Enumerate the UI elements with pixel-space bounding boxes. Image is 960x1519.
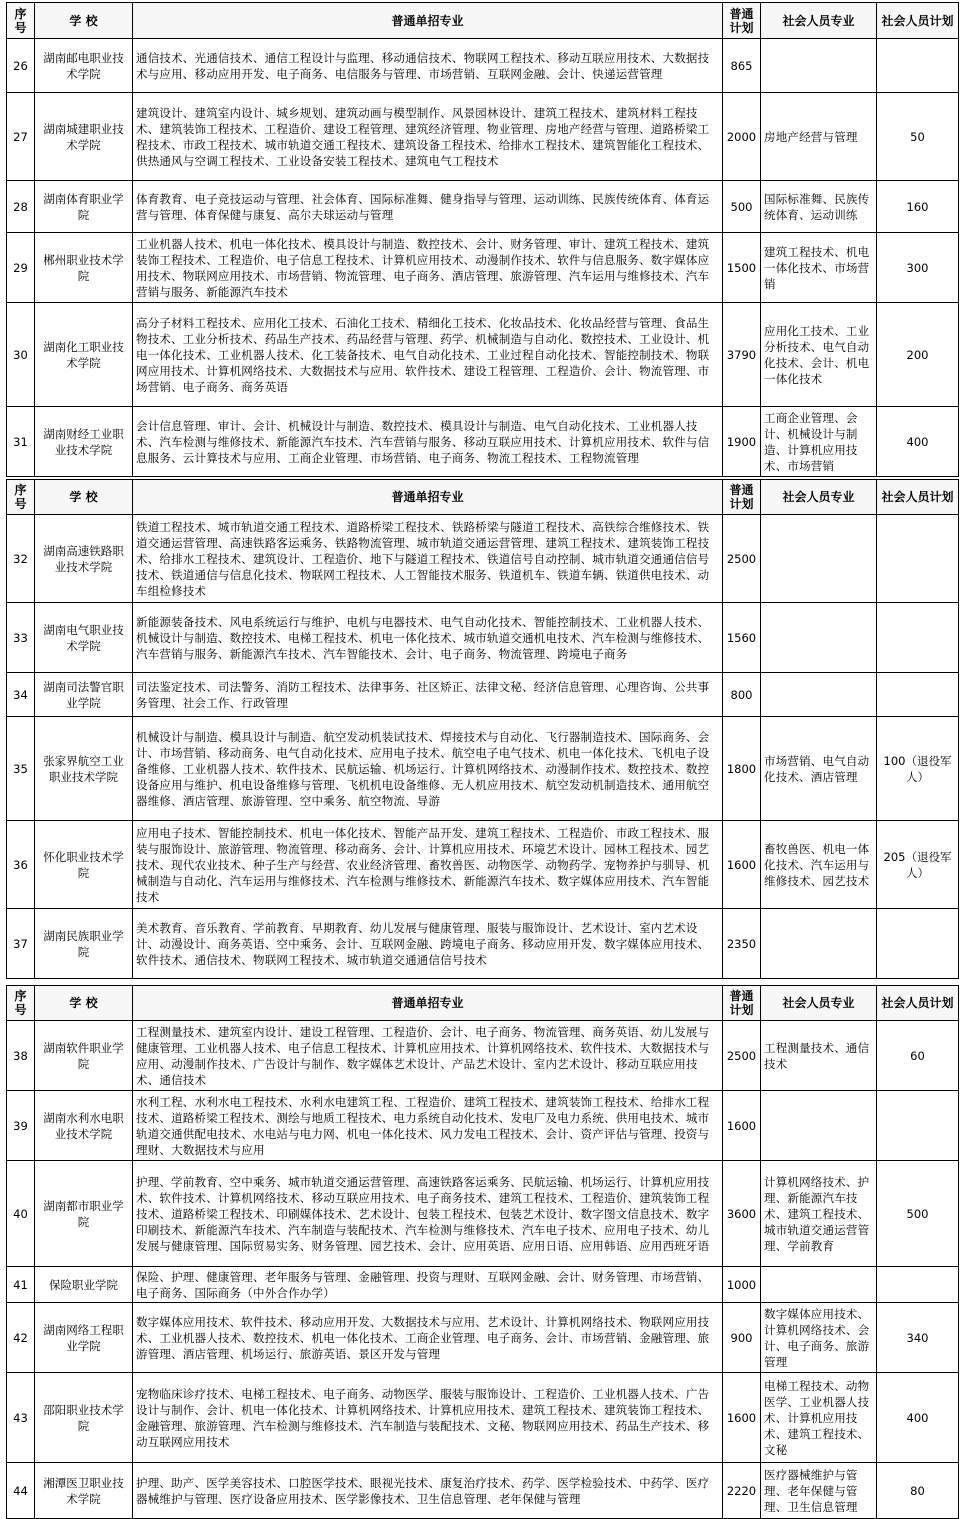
header-social-plan: 社会人员计划 bbox=[877, 480, 959, 515]
row-social-plan: 500 bbox=[877, 1161, 959, 1267]
row-majors: 美术教育、音乐教育、学前教育、早期教育、幼儿发展与健康管理、服装与服饰设计、艺术设计、室内艺术设计、动漫设计、商务英语、空中乘务、会计、互联网金融、跨境电子商务、移动应用开发、数字媒体应用技术、软件技术、通信技术、物联网工程技术、城市轨道交通通信信号技术 bbox=[133, 909, 723, 979]
header-no: 序号 bbox=[7, 480, 35, 515]
row-majors: 数字媒体应用技术、软件技术、移动应用开发、大数据技术与应用、艺术设计、计算机网络技术、物联网应用技术、工业机器人技术、数控技术、机电一体化技术、工商企业管理、电子商务、会计、市场营销、金融管理、旅游管理、酒店管理、机场运行、旅游英语、景区开发与管理 bbox=[133, 1303, 723, 1373]
row-majors: 保险、护理、健康管理、老年服务与管理、金融管理、投资与理财、互联网金融、会计、财务管理、市场营销、电子商务、国际商务（中外合作办学） bbox=[133, 1267, 723, 1303]
header-no: 序号 bbox=[7, 3, 35, 39]
row-majors: 高分子材料工程技术、应用化工技术、石油化工技术、精细化工技术、化妆品技术、化妆品经营与管理、食品生物技术、工业分析技术、药品生产技术、药品经营与管理、药学、机械制造与自动化、数控技术、工业设计、机电一体化技术、工业机器人技术、化工装备技术、电气自动化技术、工业过程自动化技术、智能控制技术、物联网应用技术、计算机网络技术、大数据技术与应用、软件技术、建设工程管理、工程造价、会计、物流管理、市场营销、电子商务、商务英语 bbox=[133, 303, 723, 407]
row-plan: 500 bbox=[723, 181, 761, 233]
header-social-majors: 社会人员专业 bbox=[761, 986, 877, 1021]
row-majors: 护理、学前教育、空中乘务、城市轨道交通运营管理、高速铁路客运乘务、民航运输、机场运行、计算机应用技术、软件技术、计算机网络技术、移动互联应用技术、电子商务技术、建筑工程技术、工程造价、建筑装饰工程技术、道路桥梁工程技术、印刷媒体技术、艺术设计、包装工程技术、包装艺术设计、数字图文信息技术、数字印刷技术、新能源汽车技术、汽车制造与装配技术、汽车检测与维修技术、汽车电子技术、应用电子技术、幼儿发展与健康管理、国际贸易实务、财务管理、园艺技术、会计、应用英语、应用日语、应用韩语、应用西班牙语 bbox=[133, 1161, 723, 1267]
row-no: 31 bbox=[7, 407, 35, 477]
row-social-majors bbox=[761, 1091, 877, 1161]
row-social-majors: 畜牧兽医、机电一体化技术、汽车运用与维修技术、园艺技术 bbox=[761, 821, 877, 909]
enrollment-table-block-2 bbox=[6, 479, 959, 979]
row-school: 保险职业学院 bbox=[35, 1267, 133, 1303]
row-school: 湖南财经工业职业技术学院 bbox=[35, 407, 133, 477]
row-social-majors bbox=[761, 39, 877, 93]
header-majors: 普通单招专业 bbox=[133, 986, 723, 1021]
row-plan: 1000 bbox=[723, 1267, 761, 1303]
row-majors: 司法鉴定技术、司法警务、消防工程技术、法律事务、社区矫正、法律文秘、经济信息管理、心理咨询、公共事务管理、社会工作、行政管理 bbox=[133, 673, 723, 717]
table-header-row bbox=[7, 480, 959, 515]
row-school: 湖南体育职业学院 bbox=[35, 181, 133, 233]
row-majors: 应用电子技术、智能控制技术、机电一体化技术、智能产品开发、建筑工程技术、工程造价、市政工程技术、服装与服饰设计、旅游管理、物流管理、移动商务、会计、计算机应用技术、环境艺术设计、园林工程技术、园艺技术、现代农业技术、种子生产与经营、农业经济管理、畜牧兽医、动物医学、动物药学、宠物养护与驯导、机械制造与自动化、汽车运用与维修技术、汽车检测与维修技术、新能源汽车技术、数字媒体应用技术、汽车智能技术 bbox=[133, 821, 723, 909]
row-no: 32 bbox=[7, 515, 35, 603]
row-social-majors: 电梯工程技术、动物医学、工业机器人技术、计算机应用技术、建筑工程技术、文秘 bbox=[761, 1373, 877, 1463]
header-social-plan: 社会人员计划 bbox=[877, 986, 959, 1021]
header-school: 学 校 bbox=[35, 3, 133, 39]
table-row bbox=[7, 909, 959, 979]
row-social-plan: 80 bbox=[877, 1463, 959, 1519]
header-majors: 普通单招专业 bbox=[133, 480, 723, 515]
row-school: 张家界航空工业职业技术学院 bbox=[35, 717, 133, 821]
row-majors: 建筑设计、建筑室内设计、城乡规划、建筑动画与模型制作、风景园林设计、建筑工程技术、建筑材料工程技术、建筑装饰工程技术、工程造价、建设工程管理、建筑经济管理、物业管理、房地产经营与管理、道路桥梁工程技术、市政工程技术、城市轨道交通工程技术、建筑设备工程技术、给排水工程技术、建筑智能化工程技术、供热通风与空调工程技术、工业设备安装工程技术、建筑电气工程技术 bbox=[133, 93, 723, 181]
row-school: 湘潭医卫职业技术学院 bbox=[35, 1463, 133, 1519]
table-row bbox=[7, 1021, 959, 1091]
row-social-plan bbox=[877, 515, 959, 603]
table-row bbox=[7, 717, 959, 821]
row-no: 26 bbox=[7, 39, 35, 93]
row-plan: 3790 bbox=[723, 303, 761, 407]
row-plan: 1600 bbox=[723, 1091, 761, 1161]
row-no: 44 bbox=[7, 1463, 35, 1519]
row-majors: 会计信息管理、审计、会计、机械设计与制造、数控技术、模具设计与制造、电气自动化技术、工业机器人技术、汽车检测与维修技术、新能源汽车技术、汽车营销与服务、移动互联应用技术、计算机应用技术、软件与信息服务、云计算技术与应用、工商企业管理、市场营销、电子商务、物流工程技术、工程物流管理 bbox=[133, 407, 723, 477]
row-plan: 2350 bbox=[723, 909, 761, 979]
row-no: 40 bbox=[7, 1161, 35, 1267]
row-no: 34 bbox=[7, 673, 35, 717]
row-majors: 新能源装备技术、风电系统运行与维护、电机与电器技术、电气自动化技术、智能控制技术、工业机器人技术、机械设计与制造、数控技术、电梯工程技术、机电一体化技术、城市轨道交通机电技术、汽车检测与维修技术、汽车营销与服务、新能源汽车技术、汽车智能技术、会计、电子商务、物流管理、跨境电子商务 bbox=[133, 603, 723, 673]
header-social-plan: 社会人员计划 bbox=[877, 3, 959, 39]
header-plan: 普通计划 bbox=[723, 986, 761, 1021]
row-school: 湖南网络工程职业学院 bbox=[35, 1303, 133, 1373]
row-social-plan: 100（退役军人） bbox=[877, 717, 959, 821]
row-plan: 1900 bbox=[723, 407, 761, 477]
header-plan: 普通计划 bbox=[723, 3, 761, 39]
row-majors: 工业机器人技术、机电一体化技术、模具设计与制造、数控技术、会计、财务管理、审计、建筑工程技术、建筑装饰工程技术、工程造价、电子信息工程技术、计算机应用技术、动漫制作技术、软件与信息服务、数字媒体应用技术、物联网应用技术、市场营销、物流管理、电子商务、酒店管理、旅游管理、汽车运用与维修技术、汽车营销与服务、新能源汽车技术 bbox=[133, 233, 723, 303]
enrollment-table-block-1 bbox=[6, 2, 959, 477]
row-plan: 900 bbox=[723, 1303, 761, 1373]
row-plan: 1600 bbox=[723, 821, 761, 909]
row-social-plan: 400 bbox=[877, 407, 959, 477]
row-social-majors: 工程测量技术、通信技术 bbox=[761, 1021, 877, 1091]
table-header-row bbox=[7, 986, 959, 1021]
row-plan: 1800 bbox=[723, 717, 761, 821]
row-social-plan: 340 bbox=[877, 1303, 959, 1373]
row-no: 27 bbox=[7, 93, 35, 181]
row-majors: 铁道工程技术、城市轨道交通工程技术、道路桥梁工程技术、铁路桥梁与隧道工程技术、高铁综合维修技术、铁道交通运营管理、高速铁路客运乘务、铁路物流管理、城市轨道交通运营管理、建筑工程技术、建筑装饰工程技术、给排水工程技术、建筑设计、工程造价、地下与隧道工程技术、铁道信号自动控制、城市轨道交通通信信号技术、铁道通信与信息化技术、物联网工程技术、人工智能技术服务、铁道机车、铁道车辆、铁道供电技术、动车组检修技术 bbox=[133, 515, 723, 603]
row-majors: 机械设计与制造、模具设计与制造、航空发动机装试技术、焊接技术与自动化、飞行器制造技术、国际商务、会计、市场营销、移动商务、电气自动化技术、应用电子技术、航空电子电气技术、机电一体化技术、飞机电子设备维修、工业机器人技术、软件技术、民航运输、机场运行、计算机网络技术、动漫制作技术、数控技术、数控设备应用与维护、机电设备维修与管理、飞机机电设备维修、无人机应用技术、航空发动机制造技术、通用航空器维修、酒店管理、旅游管理、空中乘务、航空物流、导游 bbox=[133, 717, 723, 821]
row-plan: 1560 bbox=[723, 603, 761, 673]
row-no: 33 bbox=[7, 603, 35, 673]
table-row bbox=[7, 93, 959, 181]
header-school: 学 校 bbox=[35, 480, 133, 515]
table-row bbox=[7, 1463, 959, 1519]
table-row bbox=[7, 39, 959, 93]
row-school: 湖南司法警官职业学院 bbox=[35, 673, 133, 717]
table-row bbox=[7, 407, 959, 477]
row-school: 湖南化工职业技术学院 bbox=[35, 303, 133, 407]
table-row bbox=[7, 1091, 959, 1161]
table-row bbox=[7, 181, 959, 233]
table-row bbox=[7, 515, 959, 603]
row-school: 湖南高速铁路职业技术学院 bbox=[35, 515, 133, 603]
table-row bbox=[7, 1161, 959, 1267]
row-school: 湖南电气职业技术学院 bbox=[35, 603, 133, 673]
row-no: 43 bbox=[7, 1373, 35, 1463]
row-no: 35 bbox=[7, 717, 35, 821]
row-no: 28 bbox=[7, 181, 35, 233]
row-plan: 2000 bbox=[723, 93, 761, 181]
row-social-plan: 300 bbox=[877, 233, 959, 303]
row-social-plan bbox=[877, 909, 959, 979]
row-social-plan: 160 bbox=[877, 181, 959, 233]
row-social-plan: 200 bbox=[877, 303, 959, 407]
row-social-plan bbox=[877, 673, 959, 717]
row-social-plan bbox=[877, 1091, 959, 1161]
header-plan: 普通计划 bbox=[723, 480, 761, 515]
row-social-plan bbox=[877, 39, 959, 93]
row-school: 湖南民族职业学院 bbox=[35, 909, 133, 979]
row-social-majors: 计算机网络技术、护理、新能源汽车技术、建筑工程技术、城市轨道交通运营管理、学前教育 bbox=[761, 1161, 877, 1267]
header-no: 序号 bbox=[7, 986, 35, 1021]
row-social-plan: 50 bbox=[877, 93, 959, 181]
table-row bbox=[7, 1267, 959, 1303]
row-social-majors: 市场营销、电气自动化技术、酒店管理 bbox=[761, 717, 877, 821]
row-social-majors bbox=[761, 1267, 877, 1303]
row-school: 怀化职业技术学院 bbox=[35, 821, 133, 909]
row-social-majors bbox=[761, 603, 877, 673]
row-social-majors: 数字媒体应用技术、计算机网络技术、会计、电子商务、旅游管理 bbox=[761, 1303, 877, 1373]
header-school: 学 校 bbox=[35, 986, 133, 1021]
row-social-majors: 建筑工程技术、机电一体化技术、市场营销 bbox=[761, 233, 877, 303]
row-school: 郴州职业技术学院 bbox=[35, 233, 133, 303]
enrollment-table-block-3 bbox=[6, 985, 959, 1519]
row-majors: 工程测量技术、建筑室内设计、建设工程管理、工程造价、会计、电子商务、物流管理、商务英语、幼儿发展与健康管理、工业机器人技术、电子信息工程技术、计算机应用技术、计算机网络技术、软件技术、大数据技术与应用、动漫制作技术、广告设计与制作、数字媒体艺术设计、产品艺术设计、室内艺术设计、移动互联应用技术、通信技术 bbox=[133, 1021, 723, 1091]
row-school: 湖南水利水电职业技术学院 bbox=[35, 1091, 133, 1161]
row-plan: 865 bbox=[723, 39, 761, 93]
row-social-majors: 医疗器械维护与管理、老年保健与管理、卫生信息管理 bbox=[761, 1463, 877, 1519]
row-no: 36 bbox=[7, 821, 35, 909]
row-social-majors: 国际标准舞、民族传统体育、运动训练 bbox=[761, 181, 877, 233]
row-social-majors bbox=[761, 909, 877, 979]
table-row bbox=[7, 1373, 959, 1463]
row-majors: 体育教育、电子竞技运动与管理、社会体育、国际标准舞、健身指导与管理、运动训练、民族传统体育、体育运营与管理、体育保健与康复、高尔夫球运动与管理 bbox=[133, 181, 723, 233]
row-social-plan: 400 bbox=[877, 1373, 959, 1463]
row-no: 37 bbox=[7, 909, 35, 979]
row-no: 29 bbox=[7, 233, 35, 303]
row-social-plan bbox=[877, 1267, 959, 1303]
row-social-majors: 工商企业管理、会计、机械设计与制造、计算机应用技术、市场营销 bbox=[761, 407, 877, 477]
row-plan: 2220 bbox=[723, 1463, 761, 1519]
row-school: 湖南软件职业学院 bbox=[35, 1021, 133, 1091]
row-social-plan bbox=[877, 603, 959, 673]
row-social-plan: 60 bbox=[877, 1021, 959, 1091]
row-majors: 通信技术、光通信技术、通信工程设计与监理、移动通信技术、物联网工程技术、移动互联应用技术、大数据技术与应用、移动应用开发、电子商务、电信服务与管理、市场营销、互联网金融、会计、快递运营管理 bbox=[133, 39, 723, 93]
row-school: 邵阳职业技术学院 bbox=[35, 1373, 133, 1463]
row-plan: 1500 bbox=[723, 233, 761, 303]
table-row bbox=[7, 603, 959, 673]
row-social-plan: 205（退役军人） bbox=[877, 821, 959, 909]
row-majors: 水利工程、水利水电工程技术、水利水电建筑工程、工程造价、建筑工程技术、建筑装饰工程技术、给排水工程技术、道路桥梁工程技术、测绘与地质工程技术、电力系统自动化技术、发电厂及电力系统、供用电技术、城市轨道交通供配电技术、水电站与电力网、机电一体化技术、风力发电工程技术、会计、资产评估与管理、投资与理财、大数据技术与应用 bbox=[133, 1091, 723, 1161]
row-social-majors bbox=[761, 515, 877, 603]
table-header-row bbox=[7, 3, 959, 39]
table-row bbox=[7, 1303, 959, 1373]
table-row bbox=[7, 233, 959, 303]
table-row bbox=[7, 303, 959, 407]
row-majors: 宠物临床诊疗技术、电梯工程技术、电子商务、动物医学、服装与服饰设计、工程造价、工业机器人技术、广告设计与制作、会计、机电一体化技术、计算机网络技术、计算机应用技术、建筑工程技术、建筑装饰工程技术、金融管理、旅游管理、汽车检测与维修技术、汽车制造与装配技术、文秘、物联网应用技术、药品生产技术、移动互联网应用技术 bbox=[133, 1373, 723, 1463]
row-plan: 3600 bbox=[723, 1161, 761, 1267]
row-no: 38 bbox=[7, 1021, 35, 1091]
row-school: 湖南城建职业技术学院 bbox=[35, 93, 133, 181]
header-majors: 普通单招专业 bbox=[133, 3, 723, 39]
row-plan: 2500 bbox=[723, 1021, 761, 1091]
header-social-majors: 社会人员专业 bbox=[761, 480, 877, 515]
row-school: 湖南都市职业学院 bbox=[35, 1161, 133, 1267]
row-no: 42 bbox=[7, 1303, 35, 1373]
row-social-majors: 房地产经营与管理 bbox=[761, 93, 877, 181]
row-plan: 800 bbox=[723, 673, 761, 717]
header-social-majors: 社会人员专业 bbox=[761, 3, 877, 39]
row-no: 41 bbox=[7, 1267, 35, 1303]
row-plan: 2500 bbox=[723, 515, 761, 603]
row-social-majors bbox=[761, 673, 877, 717]
row-social-majors: 应用化工技术、工业分析技术、电气自动化技术、会计、机电一体化技术 bbox=[761, 303, 877, 407]
row-majors: 护理、助产、医学美容技术、口腔医学技术、眼视光技术、康复治疗技术、药学、医学检验技术、中药学、医疗器械维护与管理、医疗设备应用技术、医学影像技术、卫生信息管理、老年保健与管理 bbox=[133, 1463, 723, 1519]
row-no: 39 bbox=[7, 1091, 35, 1161]
table-row bbox=[7, 821, 959, 909]
table-row bbox=[7, 673, 959, 717]
row-school: 湖南邮电职业技术学院 bbox=[35, 39, 133, 93]
row-plan: 1600 bbox=[723, 1373, 761, 1463]
row-no: 30 bbox=[7, 303, 35, 407]
